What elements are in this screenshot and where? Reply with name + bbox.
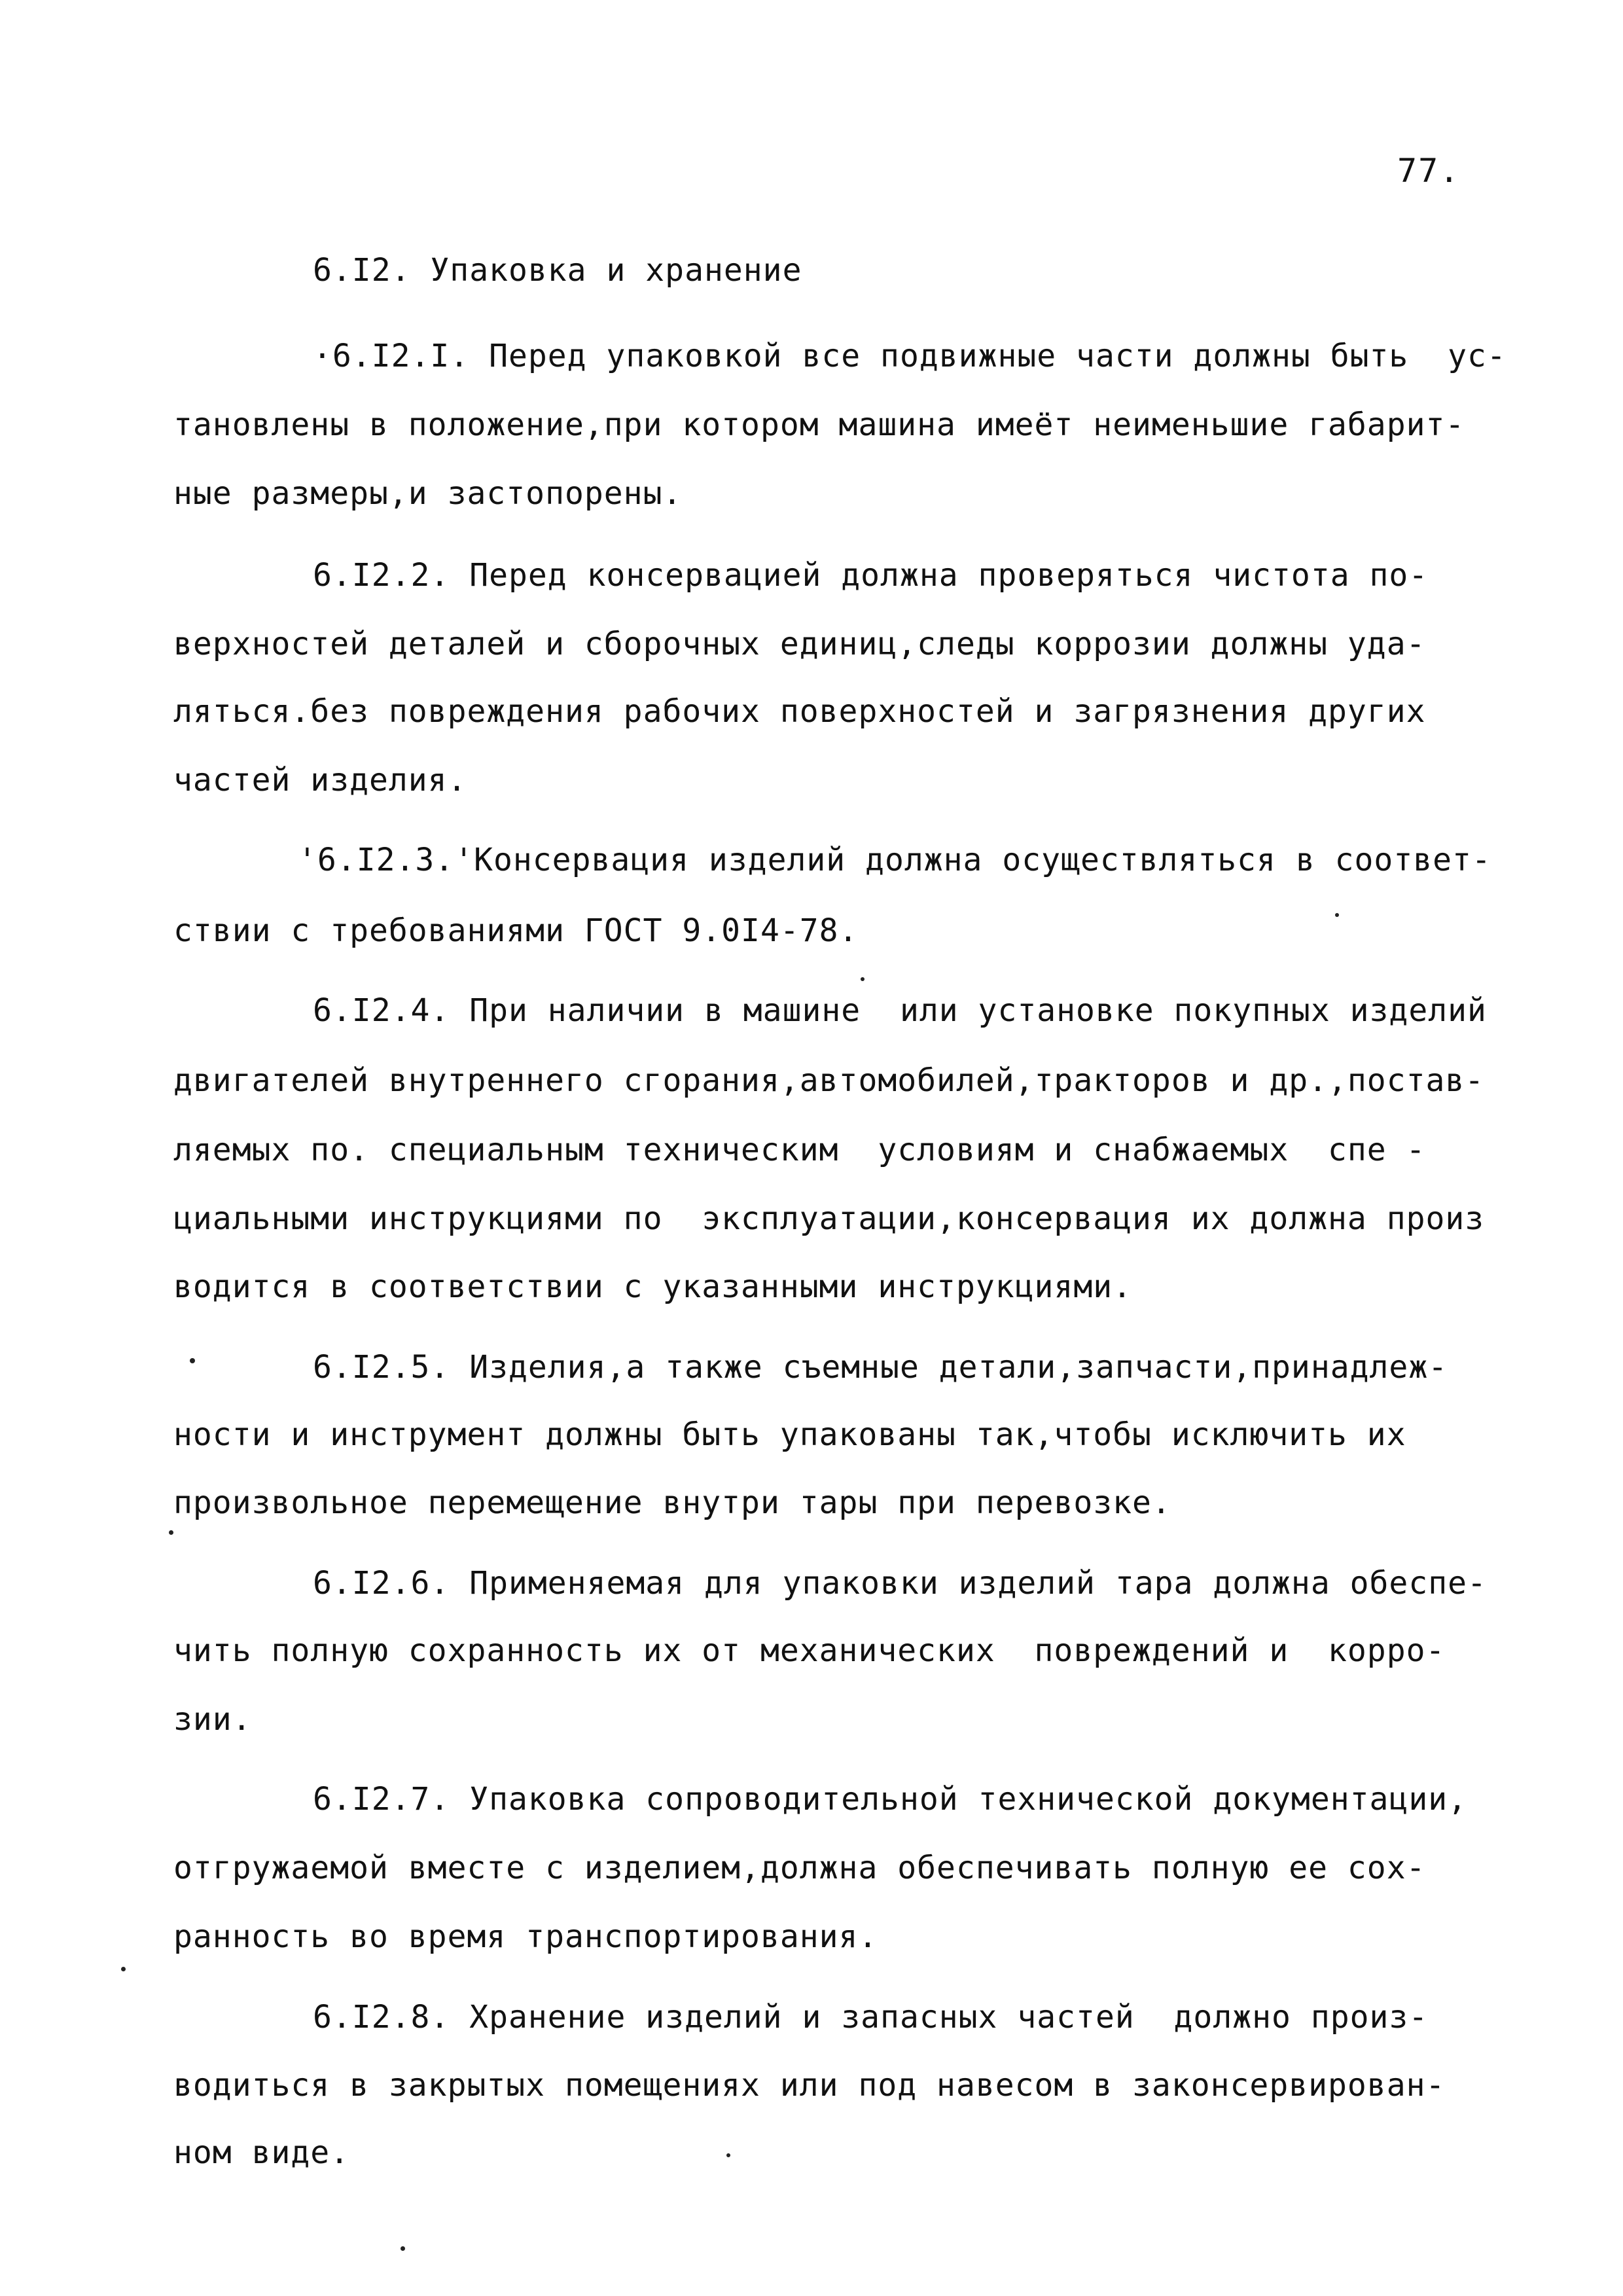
paragraph-line: ности и инструмент должны быть упакованы так,чтобы исключить их	[173, 1416, 1406, 1453]
paragraph-line: '6.I2.3.'Консервация изделий должна осуществляться в соответ-	[298, 842, 1491, 878]
paragraph-line: водиться в закрытых помещениях или под навесом в законсервирован-	[173, 2067, 1446, 2104]
paragraph-line: двигателей внутреннего сгорания,автомобилей,тракторов и др.,постав-	[173, 1062, 1485, 1099]
scan-speck	[861, 977, 865, 981]
scan-speck	[121, 1967, 126, 1971]
scan-speck	[401, 2246, 405, 2251]
page-number: 77.	[1397, 152, 1461, 190]
paragraph-line: циальными инструкциями по эксплуатации,консервация их должна произ	[173, 1200, 1485, 1237]
paragraph-line: водится в соответствии с указанными инструкциями.	[173, 1268, 1133, 1305]
paragraph-line: ствии с требованиями ГОСТ 9.0I4-78.	[173, 912, 859, 949]
paragraph-line: отгружаемой вместе с изделием,должна обеспечивать полную ее сох-	[173, 1850, 1426, 1886]
paragraph-line: 6.I2.4. При наличии в машине или установке покупных изделий	[313, 992, 1487, 1029]
scan-speck	[169, 1530, 173, 1535]
paragraph-line: ляться.без повреждения рабочих поверхностей и загрязнения других	[173, 693, 1426, 730]
paragraph-line: тановлены в положение,при котором машина имеёт неименьшие габарит-	[173, 406, 1465, 443]
scan-speck	[1335, 913, 1339, 917]
scan-speck	[190, 1358, 195, 1363]
paragraph-line: ном виде.	[173, 2134, 350, 2171]
paragraph-line: чить полную сохранность их от механических повреждений и корро-	[173, 1632, 1446, 1669]
section-heading: 6.I2. Упаковка и хранение	[313, 252, 802, 289]
paragraph-line: ранность во время транспортирования.	[173, 1918, 878, 1955]
paragraph-line: ляемых по. специальным техническим условиям и снабжаемых спе -	[173, 1132, 1426, 1168]
paragraph-line: 6.I2.7. Упаковка сопроводительной технической документации,	[313, 1781, 1468, 1818]
paragraph-line: 6.I2.5. Изделия,а также съемные детали,запчасти,принадлеж-	[313, 1349, 1448, 1386]
paragraph-line: зии.	[173, 1701, 252, 1738]
paragraph-line: частей изделия.	[173, 762, 467, 798]
paragraph-line: произвольное перемещение внутри тары при перевозке.	[173, 1484, 1171, 1521]
paragraph-line: ·6.I2.I. Перед упаковкой все подвижные части должны быть ус-	[313, 338, 1507, 374]
paragraph-line: 6.I2.2. Перед консервацией должна проверяться чистота по-	[313, 557, 1429, 594]
paragraph-line: ные размеры,и застопорены.	[173, 475, 683, 512]
paragraph-line: верхностей деталей и сборочных единиц,следы коррозии должны уда-	[173, 626, 1426, 662]
scan-speck	[726, 2153, 730, 2157]
paragraph-line: 6.I2.6. Применяемая для упаковки изделий тара должна обеспе-	[313, 1565, 1487, 1602]
paragraph-line: 6.I2.8. Хранение изделий и запасных частей должно произ-	[313, 1999, 1429, 2036]
